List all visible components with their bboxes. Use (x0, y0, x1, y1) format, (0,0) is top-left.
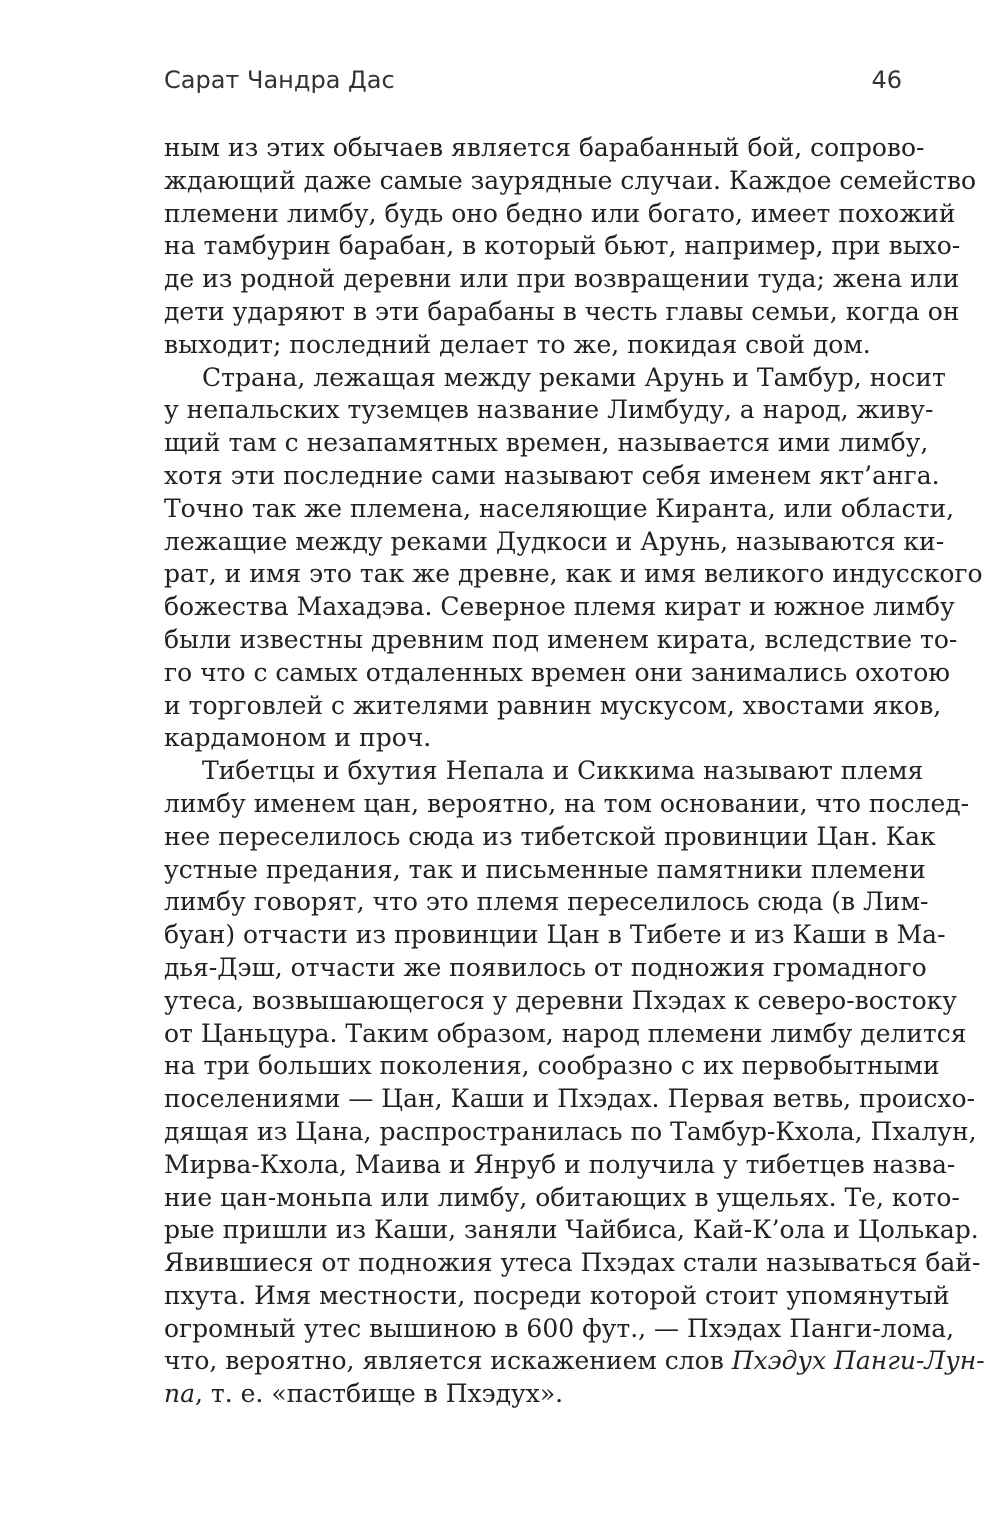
text-line: дья-Дэш, отчасти же появилось от подножия громадного (164, 952, 927, 982)
page-number: 46 (871, 66, 902, 94)
running-head-author: Сарат Чандра Дас (164, 66, 395, 94)
text-line (164, 1345, 985, 1378)
text-line: кардамоном и проч. (164, 723, 432, 753)
text-line: нее переселилось сюда из тибетской провинции Цан. Как (164, 821, 936, 851)
text-line: Мирва-Кхола, Маива и Янруб и получила у тибетцев назва- (164, 1149, 956, 1179)
text-line: Тибетцы и бхутия Непала и Сиккима называют племя (202, 756, 924, 786)
paragraph-3 (164, 755, 985, 1411)
text-line: утеса, возвышающегося у деревни Пхэдах к северо-востоку (164, 985, 958, 1015)
text-line: на тамбурин барабан, в который бьют, например, при выхо- (164, 231, 961, 261)
text-line: лимбу именем цан, вероятно, на том основании, что послед- (164, 788, 970, 818)
body-text (164, 132, 985, 1411)
text-line: рат, и имя это так же древне, как и имя великого индусского (164, 559, 983, 589)
text-line (164, 1378, 902, 1411)
text-line: божества Махадэва. Северное племя кират и южное лимбу (164, 592, 955, 622)
text-run: , т. е. «пастбище в Пхэдух». (195, 1379, 564, 1409)
text-line: выходит; последний делает то же, покидая свой дом. (164, 329, 871, 359)
text-line: ным из этих обычаев является барабанный бой, сопрово- (164, 133, 925, 162)
text-line: хотя эти последние сами называют себя именем якт’анга. (164, 460, 940, 490)
italic-text-run: Пхэдух Панги-Лун- (731, 1346, 985, 1376)
text-line: были известны древним под именем кирата, вследствие то- (164, 624, 958, 654)
text-line: Точно так же племена, населяющие Киранта, или области, (164, 493, 955, 523)
text-line: на три больших поколения, сообразно с их первобытными (164, 1051, 940, 1081)
text-line: рые пришли из Каши, заняли Чайбиса, Кай-К’ола и Цолькар. (164, 1215, 979, 1245)
text-line: Страна, лежащая между реками Арунь и Тамбур, носит (202, 362, 946, 392)
italic-text-run: па (164, 1379, 196, 1409)
text-line: буан) отчасти из провинции Цан в Тибете и из Каши в Ма- (164, 920, 946, 950)
paragraph-1 (164, 132, 976, 362)
text-line: поселениями — Цан, Каши и Пхэдах. Первая ветвь, происхо- (164, 1084, 976, 1114)
text-run: что, вероятно, является искажением слов (164, 1346, 732, 1376)
text-line: де из родной деревни или при возвращении туда; жена или (164, 264, 960, 294)
text-line: дети ударяют в эти барабаны в честь главы семьи, когда он (164, 296, 960, 326)
running-head (164, 60, 902, 100)
text-line: Явившиеся от подножия утеса Пхэдах стали называться бай- (164, 1248, 981, 1278)
text-line: ние цан-моньпа или лимбу, обитающих в ущельях. Те, кото- (164, 1182, 960, 1212)
text-line: го что с самых отдаленных времен они занимались охотою (164, 657, 951, 687)
text-line: дящая из Цана, распространилась по Тамбур-Кхола, Пхалун, (164, 1116, 977, 1146)
text-line: племени лимбу, будь оно бедно или богато, имеет похожий (164, 198, 956, 228)
text-line: устные предания, так и письменные памятники племени (164, 854, 926, 884)
text-line: ждающий даже самые заурядные случаи. Каждое семейство (164, 165, 976, 195)
paragraph-2 (164, 362, 983, 756)
text-line: лежащие между реками Дудкоси и Арунь, называются ки- (164, 526, 945, 556)
text-line: у непальских туземцев название Лимбуду, а народ, живу- (164, 395, 934, 425)
text-line: огромный утес вышиною в 600 фут., — Пхэдах Панги-лома, (164, 1313, 955, 1343)
text-line: от Цаньцура. Таким образом, народ племени лимбу делится (164, 1018, 967, 1048)
text-line: пхута. Имя местности, посреди которой стоит упомянутый (164, 1280, 950, 1310)
text-line: и торговлей с жителями равнин мускусом, хвостами яков, (164, 690, 942, 720)
text-line: лимбу говорят, что это племя переселилось сюда (в Лим- (164, 887, 929, 917)
text-line: щий там с незапамятных времен, называется ими лимбу, (164, 428, 929, 458)
